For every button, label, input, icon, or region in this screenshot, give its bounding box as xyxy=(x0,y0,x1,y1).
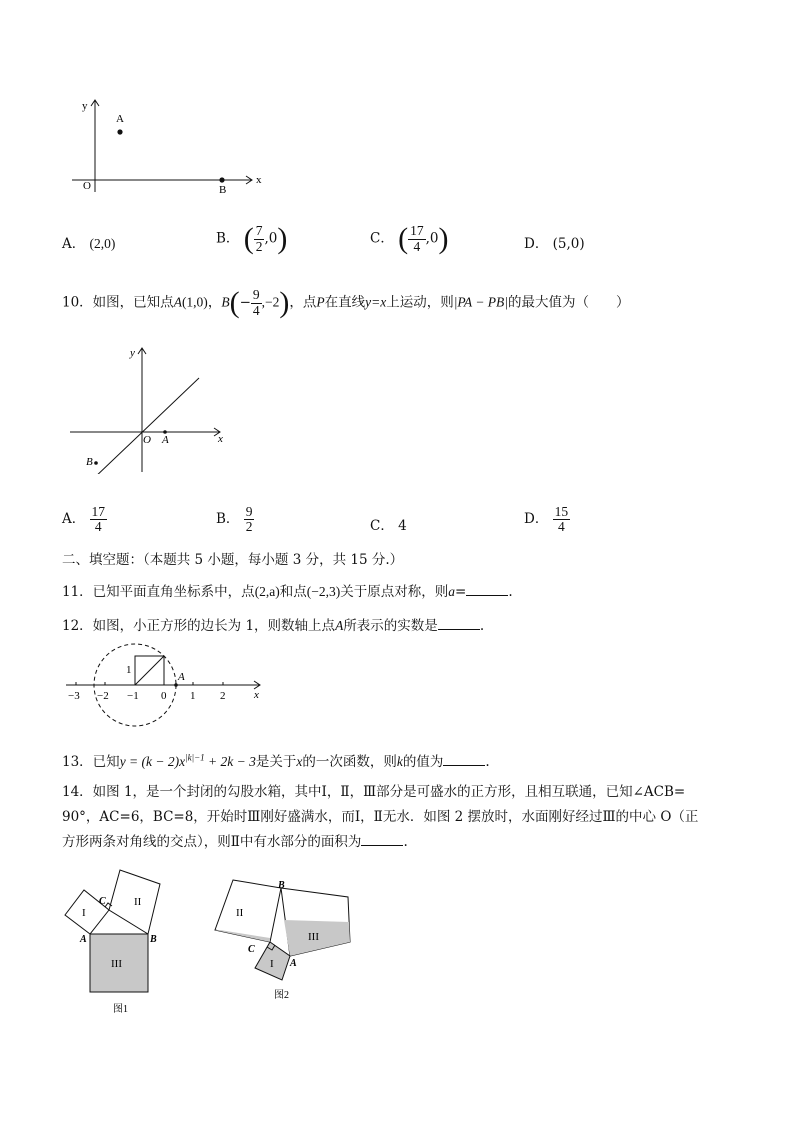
tick-label: −2 xyxy=(97,690,109,702)
q10-y-label: y xyxy=(130,347,135,359)
q10-point-b xyxy=(94,461,98,465)
option-value: (5,0) xyxy=(552,236,585,252)
q14-figure-2 xyxy=(212,876,357,1006)
label-a: A xyxy=(80,934,87,945)
q14-line-2: 90°，AC=6，BC=8，开始时Ⅲ刚好盛满水，而Ⅰ，Ⅱ无水．如图 2 摆放时，水面刚好经过Ⅲ的中心 O（正 xyxy=(62,809,699,825)
q9-point-b xyxy=(219,177,224,182)
option-label: B． xyxy=(216,230,240,247)
label-ii: II xyxy=(134,896,142,908)
q9-o-label: O xyxy=(83,180,91,192)
answer-blank[interactable] xyxy=(443,753,485,766)
fraction: $\frac{17}{4}$ xyxy=(410,223,424,254)
q11-stem: 11．已知平面直角坐标系中，点(2,a)和点(−2,3)关于原点对称，则a= . xyxy=(62,584,513,600)
label-a: A xyxy=(290,958,297,969)
q10-line-y-eq-x xyxy=(92,378,199,474)
q10-coordinate-figure xyxy=(66,344,236,474)
q10-stem: 10．如图，已知点A(1,0)，B(− $\frac{9}{4}$ ,−2)，点P在直线y=x上运动，则|PA − PB|的最大值为（ ） xyxy=(62,286,630,319)
option-tail: ,0 xyxy=(425,230,439,247)
option-label: A． xyxy=(62,511,86,528)
fraction: $\frac{17}{4}$ xyxy=(91,504,106,535)
q12-stem: 12．如图，小正方形的边长为 1，则数轴上点A所表示的实数是 . xyxy=(62,618,485,634)
label-b: B xyxy=(150,934,157,945)
q13-stem: 13．已知$y = (k - 2)x^{|k|-1} + 2k - 3$是关于x的一次函数，则k的值为 . xyxy=(62,752,490,770)
label-x: x xyxy=(254,689,259,701)
q10-option-a[interactable] xyxy=(62,505,107,534)
option-tail: ,0 xyxy=(264,230,278,247)
option-label: C． xyxy=(370,518,394,534)
right-paren: ) xyxy=(438,222,449,255)
q9-coordinate-figure xyxy=(66,96,266,196)
q9-option-a[interactable] xyxy=(62,232,115,252)
tick-label: 1 xyxy=(190,690,196,702)
q10-b-label: B xyxy=(86,456,93,468)
label-one: 1 xyxy=(126,664,132,676)
q10-option-c[interactable] xyxy=(370,514,407,534)
label-i: I xyxy=(270,958,274,970)
q14-stem xyxy=(62,780,732,855)
q14-line-3: 方形两条对角线的交点），则Ⅱ中有水部分的面积为 . xyxy=(62,834,408,850)
q9-option-d[interactable] xyxy=(524,232,585,252)
q10-o-label: O xyxy=(143,434,151,446)
q10-option-d[interactable] xyxy=(524,505,570,534)
q9-y-label: y xyxy=(82,100,88,112)
answer-blank[interactable] xyxy=(466,583,508,596)
label-c: C xyxy=(99,896,106,907)
q9-option-b[interactable] xyxy=(216,222,287,256)
option-value: (2,0) xyxy=(89,236,116,251)
label-iii: III xyxy=(111,958,122,970)
q9-b-label: B xyxy=(219,184,227,196)
q10-option-b[interactable] xyxy=(216,505,254,534)
caption-fig2: 图2 xyxy=(274,990,289,1001)
label-i: I xyxy=(82,907,86,919)
q14-figure-1 xyxy=(62,862,192,1017)
answer-blank[interactable] xyxy=(361,833,403,846)
label-c: C xyxy=(248,944,255,955)
option-label: D． xyxy=(524,511,549,528)
section-heading: 二、填空题：（本题共 5 小题，每小题 3 分，共 15 分.） xyxy=(62,552,404,568)
fraction: $\frac{9}{2}$ xyxy=(245,504,253,535)
left-paren: ( xyxy=(398,222,409,255)
q9-point-a xyxy=(117,129,122,134)
q9-a-label: A xyxy=(116,113,124,125)
left-paren: ( xyxy=(243,222,254,255)
fraction: $\frac{7}{2}$ xyxy=(255,223,263,254)
tick-label: 0 xyxy=(161,690,167,702)
square-ii xyxy=(215,880,281,942)
q12-number-line-figure xyxy=(62,640,272,732)
tick-label: −3 xyxy=(68,690,80,702)
right-paren: ) xyxy=(277,222,288,255)
tick-label: 2 xyxy=(220,690,226,702)
option-label: D． xyxy=(524,236,549,252)
point-a xyxy=(174,683,178,687)
q9-option-c[interactable] xyxy=(370,222,449,256)
square-diagonal xyxy=(135,656,164,685)
label-b: B xyxy=(278,880,285,891)
q10-a-label: A xyxy=(162,434,169,446)
label-a: A xyxy=(178,671,185,683)
option-label: C． xyxy=(370,230,394,247)
option-label: A． xyxy=(62,236,86,252)
answer-blank[interactable] xyxy=(438,617,480,630)
option-label: B． xyxy=(216,511,240,528)
label-iii: III xyxy=(308,931,319,943)
label-ii: II xyxy=(236,907,244,919)
tick-label: −1 xyxy=(127,690,139,702)
q14-line-1: 14．如图 1，是一个封闭的勾股水箱，其中Ⅰ，Ⅱ，Ⅲ部分是可盛水的正方形，且相互联通，已知∠ACB= xyxy=(62,784,686,800)
fraction: $\frac{15}{4}$ xyxy=(554,504,569,535)
option-value: 4 xyxy=(398,518,407,534)
caption-fig1: 图1 xyxy=(113,1004,128,1015)
q10-x-label: x xyxy=(218,433,223,445)
q9-x-label: x xyxy=(256,174,262,186)
